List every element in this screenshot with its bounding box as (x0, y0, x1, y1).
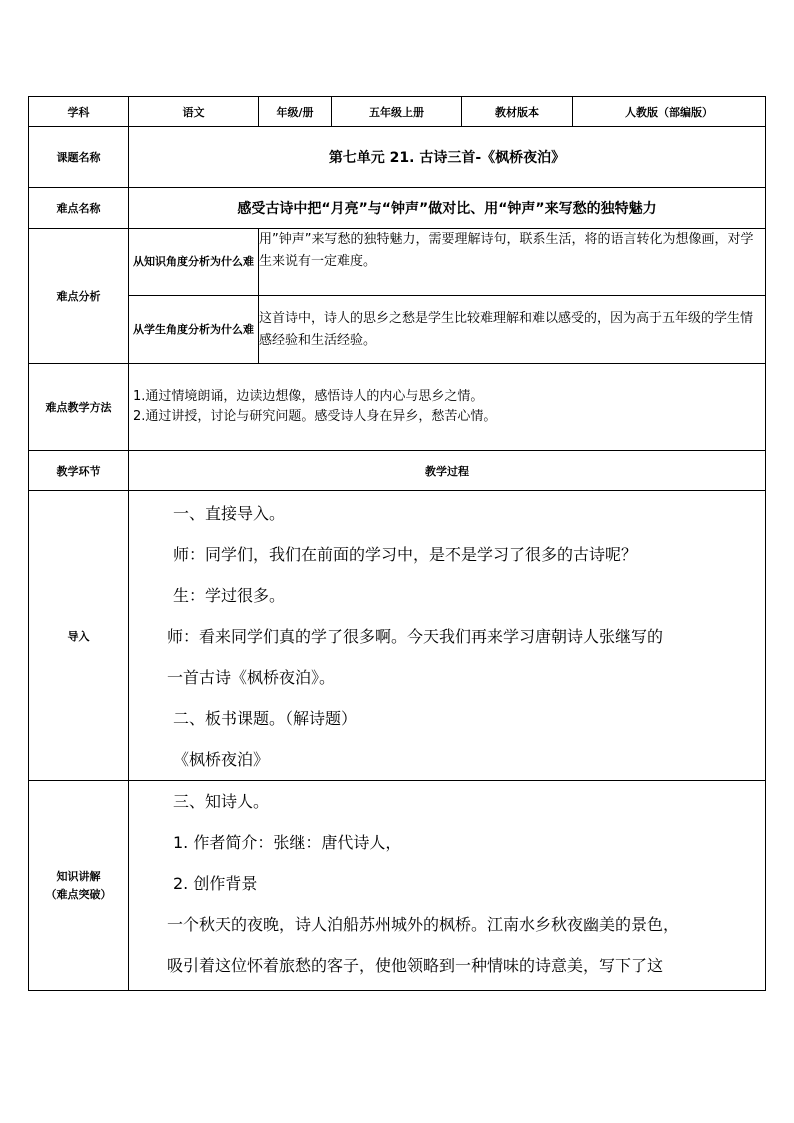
intro-content (129, 491, 766, 781)
knowledge-content (129, 781, 766, 991)
intro-line: 生：学过很多。 (173, 586, 286, 605)
knowledge-line: 2. 创作背景 (173, 874, 258, 893)
knowledge-line: 三、知诗人。 (173, 792, 270, 811)
intro-line: 一、直接导入。 (173, 504, 286, 523)
topic-value: 第七单元 21. 古诗三首-《枫桥夜泊》 (129, 127, 766, 188)
method-content (129, 364, 766, 451)
intro-line: 师：看来同学们真的学了很多啊。今天我们再来学习唐朝诗人张继写的 (167, 627, 664, 646)
stage-header: 教学环节 (29, 451, 129, 491)
intro-line: 师：同学们，我们在前面的学习中，是不是学习了很多的古诗呢？ (173, 545, 638, 564)
knowledge-angle-text: 用”钟声”来写愁的独特魅力，需要理解诗句，联系生活，将的语言转化为想像画，对学生来说有一定难度。 (259, 229, 766, 296)
header-row (29, 97, 766, 127)
process-header-row (29, 451, 766, 491)
analysis-student-row (29, 296, 766, 364)
method-row (29, 364, 766, 451)
method-line-1: 1.通过情境朗诵，边读边想像，感悟诗人的内心与思乡之情。 (133, 389, 484, 404)
analysis-knowledge-row (29, 229, 766, 296)
knowledge-label-sub: （难点突破） (45, 887, 112, 901)
topic-label: 课题名称 (29, 127, 129, 188)
student-angle-label: 从学生角度分析为什么难 (129, 296, 259, 364)
edition-value: 人教版（部编版） (573, 97, 766, 127)
difficulty-value: 感受古诗中把“月亮”与“钟声”做对比、用“钟声”来写愁的独特魅力 (129, 188, 766, 229)
process-header: 教学过程 (129, 451, 766, 491)
lesson-plan-table (28, 96, 766, 991)
knowledge-label: 知识讲解 (56, 869, 101, 883)
subject-value: 语文 (129, 97, 259, 127)
grade-value: 五年级上册 (332, 97, 462, 127)
grade-label: 年级/册 (259, 97, 332, 127)
topic-row (29, 127, 766, 188)
method-line-2: 2.通过讲授，讨论与研究问题。感受诗人身在异乡，愁苦心情。 (133, 409, 497, 424)
knowledge-line: 一个秋天的夜晚，诗人泊船苏州城外的枫桥。江南水乡秋夜幽美的景色， (167, 915, 680, 934)
edition-label: 教材版本 (462, 97, 573, 127)
difficulty-label: 难点名称 (29, 188, 129, 229)
intro-row (29, 491, 766, 781)
method-label: 难点教学方法 (29, 364, 129, 451)
intro-label: 导入 (29, 491, 129, 781)
difficulty-row (29, 188, 766, 229)
subject-label: 学科 (29, 97, 129, 127)
student-angle-text: 这首诗中，诗人的思乡之愁是学生比较难理解和难以感受的，因为高于五年级的学生情感经验和生活经验。 (259, 296, 766, 364)
knowledge-label-cell (29, 781, 129, 991)
intro-line: 《枫桥夜泊》 (173, 750, 270, 769)
intro-line: 二、板书课题。（解诗题） (173, 709, 358, 728)
knowledge-line: 1. 作者简介：张继：唐代诗人， (173, 833, 402, 852)
knowledge-row (29, 781, 766, 991)
knowledge-line: 吸引着这位怀着旅愁的客子，使他领略到一种情味的诗意美，写下了这 (167, 956, 664, 975)
intro-line: 一首古诗《枫桥夜泊》。 (167, 668, 336, 687)
analysis-label: 难点分析 (29, 229, 129, 364)
knowledge-angle-label: 从知识角度分析为什么难 (129, 229, 259, 296)
